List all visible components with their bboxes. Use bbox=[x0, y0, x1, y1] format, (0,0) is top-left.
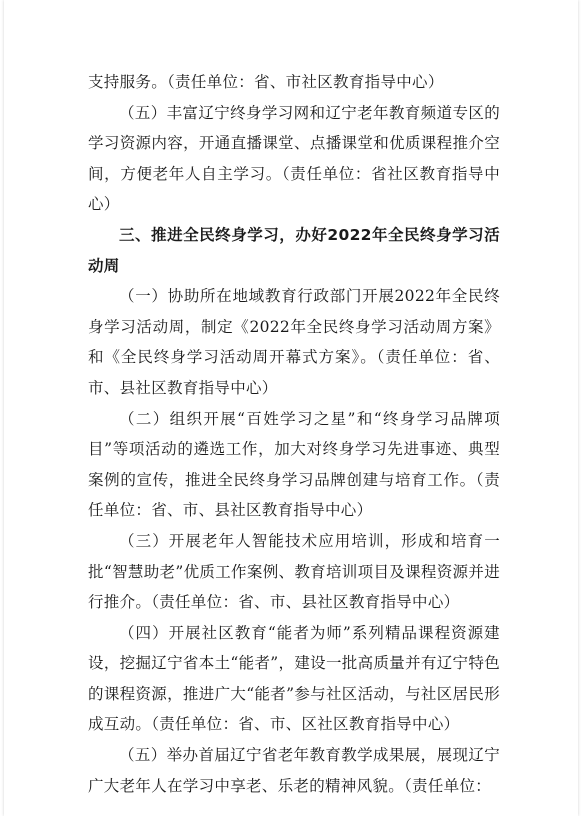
paragraph-item-4-capable-teachers: （四）开展社区教育“能者为师”系列精品课程资源建设，挖掘辽宁省本土“能者”，建设一批高质量并有辽宁特色的课程资源，推进广大“能者”参与社区活动，与社区居民形成互动。（责任单位：省、市、区社区教育指导中心） bbox=[88, 623, 500, 734]
paragraph-item-5-learning-resources: （五）丰富辽宁终身学习网和辽宁老年教育频道专区的学习资源内容，开通直播课堂、点播课堂和优质课程推介空间，方便老年人自主学习。（责任单位：省社区教育指导中心） bbox=[88, 103, 500, 214]
paragraph-item-5-achievement-exhibition: （五）举办首届辽宁省老年教育教学成果展，展现辽宁广大老年人在学习中享老、乐老的精神风貌。（责任单位： bbox=[88, 746, 500, 795]
section-heading-3: 三、推进全民终身学习，办好2022年全民终身学习活动周 bbox=[88, 225, 500, 275]
paragraph-item-1-activity-week: （一）协助所在地域教育行政部门开展2022年全民终身学习活动周，制定《2022年全民终身学习活动周方案》和《全民终身学习活动周开幕式方案》。（责任单位：省、市、县社区教育指导中心） bbox=[88, 287, 500, 397]
paragraph-continuation: 支持服务。（责任单位：省、市社区教育指导中心） bbox=[88, 73, 444, 91]
paragraph-item-3-smart-tech-training: （三）开展老年人智能技术应用培训，形成和培育一批“智慧助老”优质工作案例、教育培训项目及课程资源并进行推介。（责任单位：省、市、县社区教育指导中心） bbox=[88, 531, 500, 612]
document-body bbox=[88, 67, 500, 801]
paragraph-item-2-learning-stars: （二）组织开展“百姓学习之星”和“终身学习品牌项目”等项活动的遴选工作，加大对终身学习先进事迹、典型案例的宣传，推进全民终身学习品牌创建与培育工作。（责任单位：省、市、县社区教育指导中心） bbox=[88, 409, 500, 520]
document-page bbox=[4, 0, 578, 816]
